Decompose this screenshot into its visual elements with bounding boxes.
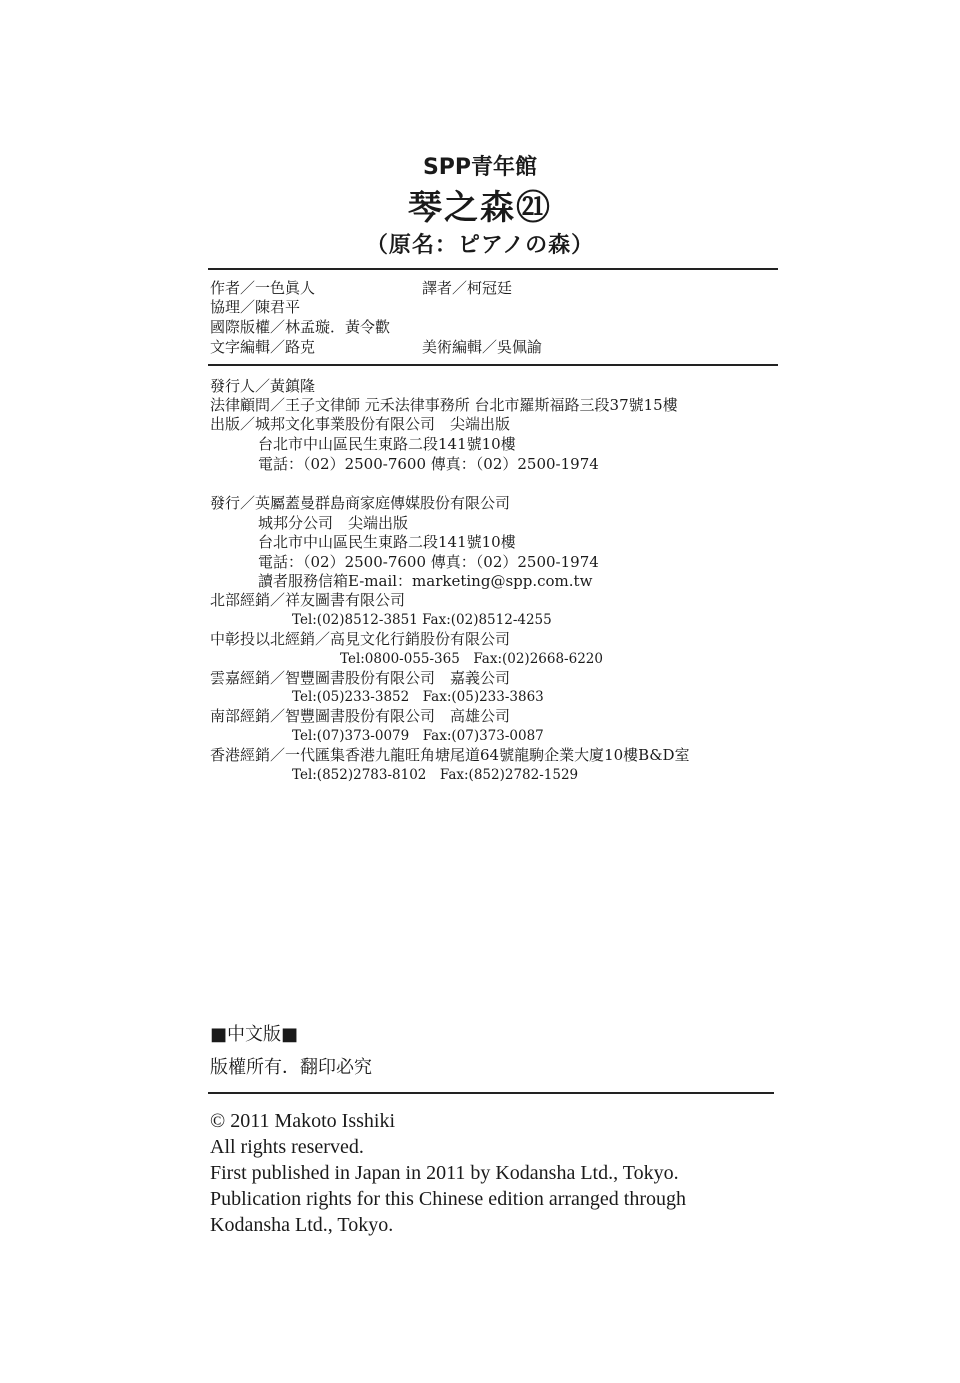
dist-chiayi: 雲嘉經銷／智豐圖書股份有限公司 嘉義公司 <box>210 669 511 687</box>
dist-email: 讀者服務信箱E-mail：marketing@spp.com.tw <box>258 572 593 590</box>
credit-author: 作者／一色眞人 <box>210 279 316 297</box>
publisher-address: 台北市中山區民生東路二段141號10樓 <box>258 435 516 453</box>
dist-address: 台北市中山區民生東路二段141號10樓 <box>258 533 516 551</box>
dist-phone: 電話：（02）2500-7600 傳真：（02）2500-1974 <box>258 553 599 571</box>
dist-hk: 香港經銷／一代匯集香港九龍旺角塘尾道64號龍駒企業大廈10樓B&D室 <box>210 746 690 764</box>
rights-notice: 版權所有．翻印必究 <box>210 1057 372 1078</box>
divider-bottom <box>208 1092 774 1094</box>
publisher-issuer: 發行人／黃鎮隆 <box>210 377 316 395</box>
credit-text-editor: 文字編輯／路克 <box>210 338 316 356</box>
dist-hk-tel: Tel:(852)2783-8102 Fax:(852)2782-1529 <box>292 767 579 783</box>
copyright-line-4: Publication rights for this Chinese edition arranged through <box>210 1188 687 1210</box>
dist-branch: 城邦分公司 尖端出版 <box>258 514 409 532</box>
credit-art-editor: 美術編輯／吳佩諭 <box>422 338 543 356</box>
divider-top <box>208 268 778 270</box>
dist-south: 南部經銷／智豐圖書股份有限公司 高雄公司 <box>210 707 511 725</box>
dist-north-tel: Tel:(02)8512-3851 Fax:(02)8512-4255 <box>292 612 552 628</box>
dist-north: 北部經銷／祥友圖書有限公司 <box>210 591 406 609</box>
divider-middle <box>208 364 778 366</box>
copyright-line-2: All rights reserved. <box>210 1136 364 1158</box>
credit-intl-rights: 國際版權／林孟璇．黃令歡 <box>210 318 391 336</box>
dist-chiayi-tel: Tel:(05)233-3852 Fax:(05)233-3863 <box>292 689 544 705</box>
credit-assistant: 協理／陳君平 <box>210 298 301 316</box>
book-title: 琴之森㉑ <box>408 188 552 228</box>
dist-central: 中彰投以北經銷／高見文化行銷股份有限公司 <box>210 630 511 648</box>
publisher-phone: 電話：（02）2500-7600 傳真：（02）2500-1974 <box>258 455 599 473</box>
dist-south-tel: Tel:(07)373-0079 Fax:(07)373-0087 <box>292 728 544 744</box>
edition-label: ■中文版■ <box>210 1024 299 1045</box>
series-name: SPP青年館 <box>422 155 538 180</box>
copyright-line-1: © 2011 Makoto Isshiki <box>210 1110 396 1132</box>
publisher-publish: 出版／城邦文化事業股份有限公司 尖端出版 <box>210 415 511 433</box>
copyright-line-3: First published in Japan in 2011 by Kodansha Ltd., Tokyo. <box>210 1162 679 1184</box>
dist-central-tel: Tel:0800-055-365 Fax:(02)2668-6220 <box>340 651 603 667</box>
dist-issue: 發行／英屬蓋曼群島商家庭傳媒股份有限公司 <box>210 494 511 512</box>
publisher-legal: 法律顧問／王子文律師 元禾法律事務所 台北市羅斯福路三段37號15樓 <box>210 396 678 414</box>
credit-translator: 譯者／柯冠廷 <box>422 279 513 297</box>
original-title: （原名：ピアノの森） <box>365 233 595 258</box>
copyright-line-5: Kodansha Ltd., Tokyo. <box>210 1214 394 1236</box>
